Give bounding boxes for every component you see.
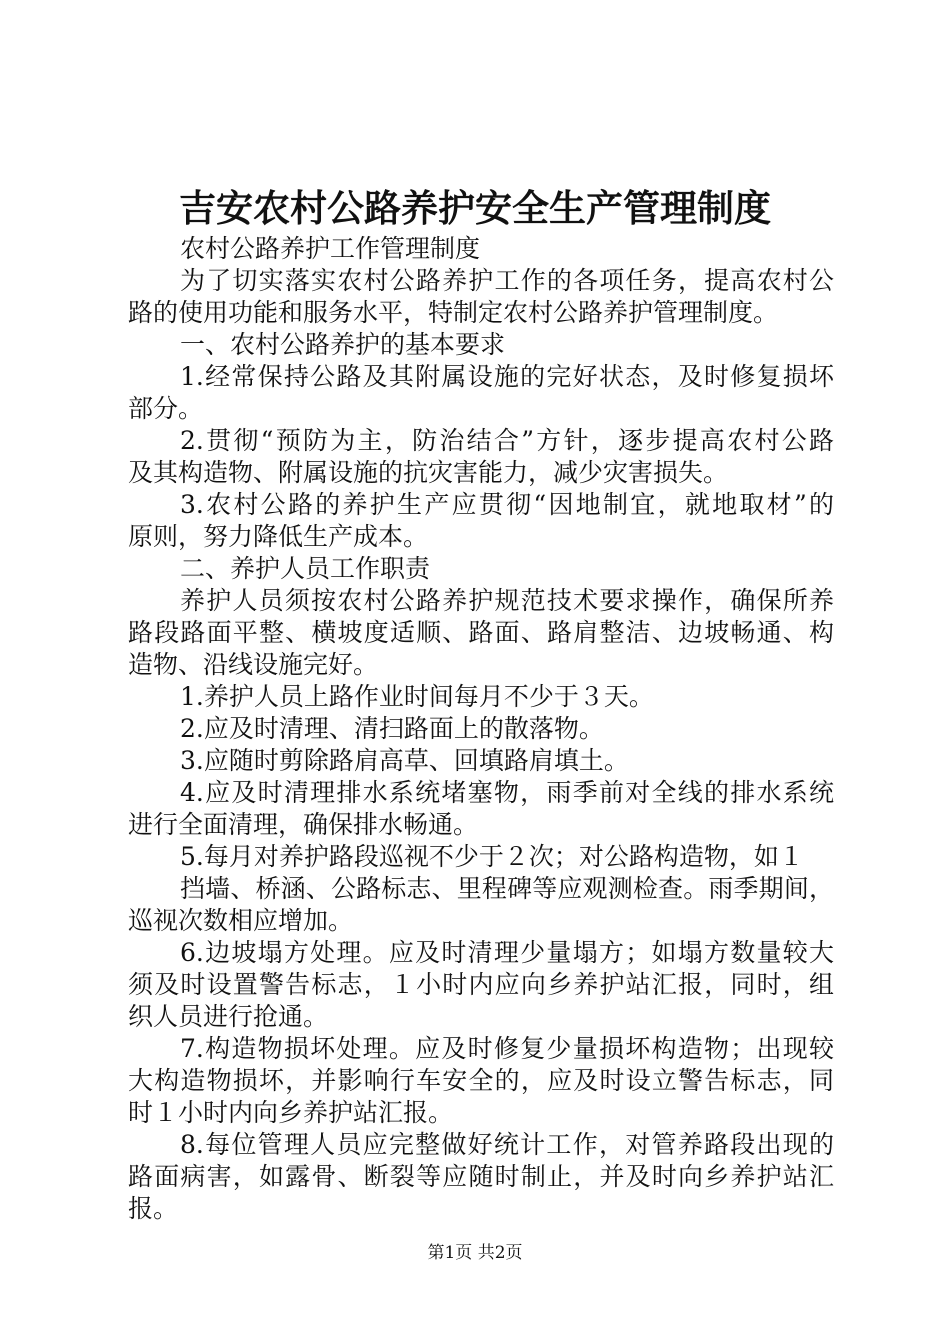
subtitle-line: 农村公路养护工作管理制度	[180, 234, 481, 263]
paragraph-line: 7.构造物损坏处理。应及时修复少量损坏构造物；出现较	[180, 1034, 834, 1063]
paragraph-line: 路的使用功能和服务水平，特制定农村公路养护管理制度。	[128, 298, 779, 327]
paragraph-line: 养护人员须按农村公路养护规范技术要求操作，确保所养	[180, 586, 834, 615]
paragraph-line: 3.应随时剪除路肩高草、回填路肩填土。	[180, 746, 629, 775]
paragraph-line: 及其构造物、附属设施的抗灾害能力，减少灾害损失。	[128, 458, 729, 487]
paragraph-line: 原则，努力降低生产成本。	[128, 522, 429, 551]
paragraph-line: 织人员进行抢通。	[128, 1002, 329, 1031]
paragraph-line: 5.每月对养护路段巡视不少于２次；对公路构造物，如１	[180, 842, 804, 871]
document-title: 吉安农村公路养护安全生产管理制度	[179, 186, 771, 230]
paragraph-line: 时１小时内向乡养护站汇报。	[128, 1098, 454, 1127]
paragraph-line: 2.应及时清理、清扫路面上的散落物。	[180, 714, 604, 743]
paragraph-line: 部分。	[128, 394, 204, 423]
paragraph-line: 进行全面清理，确保排水畅通。	[128, 810, 479, 839]
paragraph-line: 6.边坡塌方处理。应及时清理少量塌方；如塌方数量较大	[180, 938, 834, 967]
paragraph-line: 4.应及时清理排水系统堵塞物，雨季前对全线的排水系统	[180, 778, 834, 807]
paragraph-line: 1.养护人员上路作业时间每月不少于３天。	[180, 682, 654, 711]
paragraph-line: 1.经常保持公路及其附属设施的完好状态，及时修复损坏	[180, 362, 834, 391]
paragraph-line: 巡视次数相应增加。	[128, 906, 354, 935]
section-heading: 二、养护人员工作职责	[180, 554, 431, 583]
paragraph-line: 大构造物损坏，并影响行车安全的，应及时设立警告标志，同	[128, 1066, 834, 1095]
paragraph-line: 8.每位管理人员应完整做好统计工作，对管养路段出现的	[180, 1130, 834, 1159]
paragraph-line: 3.农村公路的养护生产应贯彻“因地制宜，就地取材”的	[180, 490, 834, 519]
paragraph-line: 造物、沿线设施完好。	[128, 650, 379, 679]
section-heading: 一、农村公路养护的基本要求	[180, 330, 506, 359]
document-body	[128, 233, 834, 1225]
paragraph-line: 挡墙、桥涵、公路标志、里程碑等应观测检查。雨季期间，	[180, 874, 834, 903]
paragraph-line: 路段路面平整、横坡度适顺、路面、路肩整洁、边坡畅通、构	[128, 618, 834, 647]
paragraph-line: 报。	[128, 1194, 179, 1223]
paragraph-line: 须及时设置警告标志，１小时内应向乡养护站汇报，同时，组	[128, 970, 834, 999]
page-number-footer: 第1页 共2页	[427, 1243, 523, 1263]
paragraph-line: 为了切实落实农村公路养护工作的各项任务，提高农村公	[180, 266, 834, 295]
paragraph-line: 路面病害，如露骨、断裂等应随时制止，并及时向乡养护站汇	[128, 1162, 834, 1191]
paragraph-line: 2.贯彻“预防为主，防治结合”方针，逐步提高农村公路	[180, 426, 834, 455]
